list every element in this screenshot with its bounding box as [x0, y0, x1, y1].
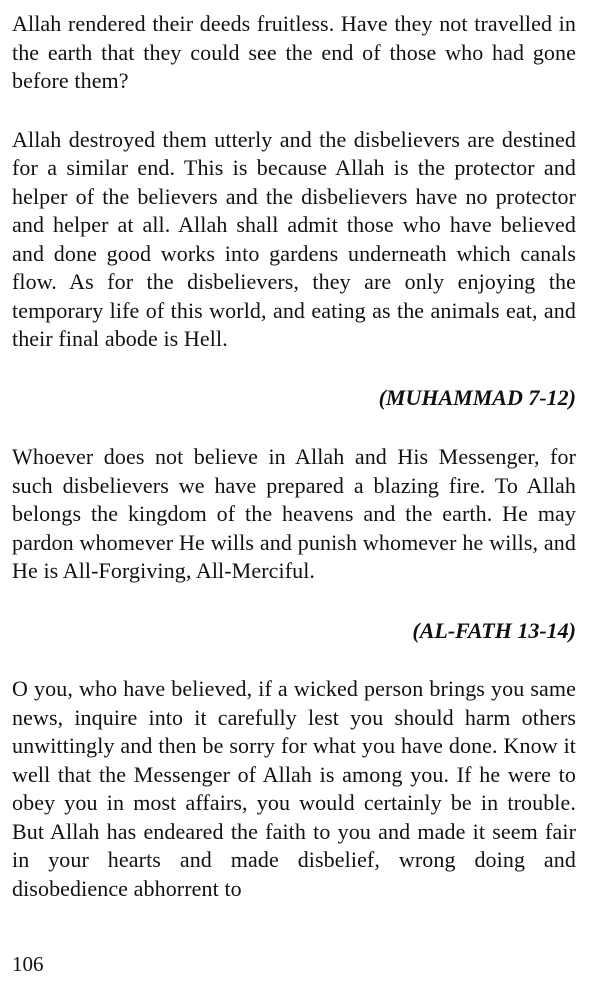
paragraph-2: Allah destroyed them utterly and the disbelievers are destined for a similar end. This is because Allah is the protector and helper of the believers and the disbelievers have no protector and helper at all. Allah shall admit those who have believed and done good works into gardens underneath which canals flow. As for the disbelievers, they are only enjoying the temporary life of this world, and eating as the animals eat, and their final abode is Hell. [12, 126, 576, 351]
reference-al-fath: (AL-FATH 13-14) [412, 617, 576, 643]
page-number: 106 [12, 952, 44, 976]
paragraph-4: O you, who have believed, if a wicked person brings you same news, inquire into it carefully lest you should harm others unwittingly and then be sorry for what you have done. Know it well that the Messenger of Allah is among you. If he were to obey you in most affairs, you would certainly be in trouble. But Allah has endeared the faith to you and made it seem fair in your hearts and made disbelief, wrong doing and disobedience abhorrent to [12, 676, 576, 901]
paragraph-1: Allah rendered their deeds fruitless. Have they not travelled in the earth that they could see the end of those who had gone before them? [12, 11, 576, 93]
page-body [12, 10, 576, 903]
reference-muhammad: (MUHAMMAD 7-12) [378, 384, 576, 410]
paragraph-3: Whoever does not believe in Allah and His Messenger, for such disbelievers we have prepared a blazing fire. To Allah belongs the kingdom of the heavens and the earth. He may pardon whomever He wills and punish whomever he wills, and He is All-Forgiving, All-Merciful. [12, 444, 576, 583]
